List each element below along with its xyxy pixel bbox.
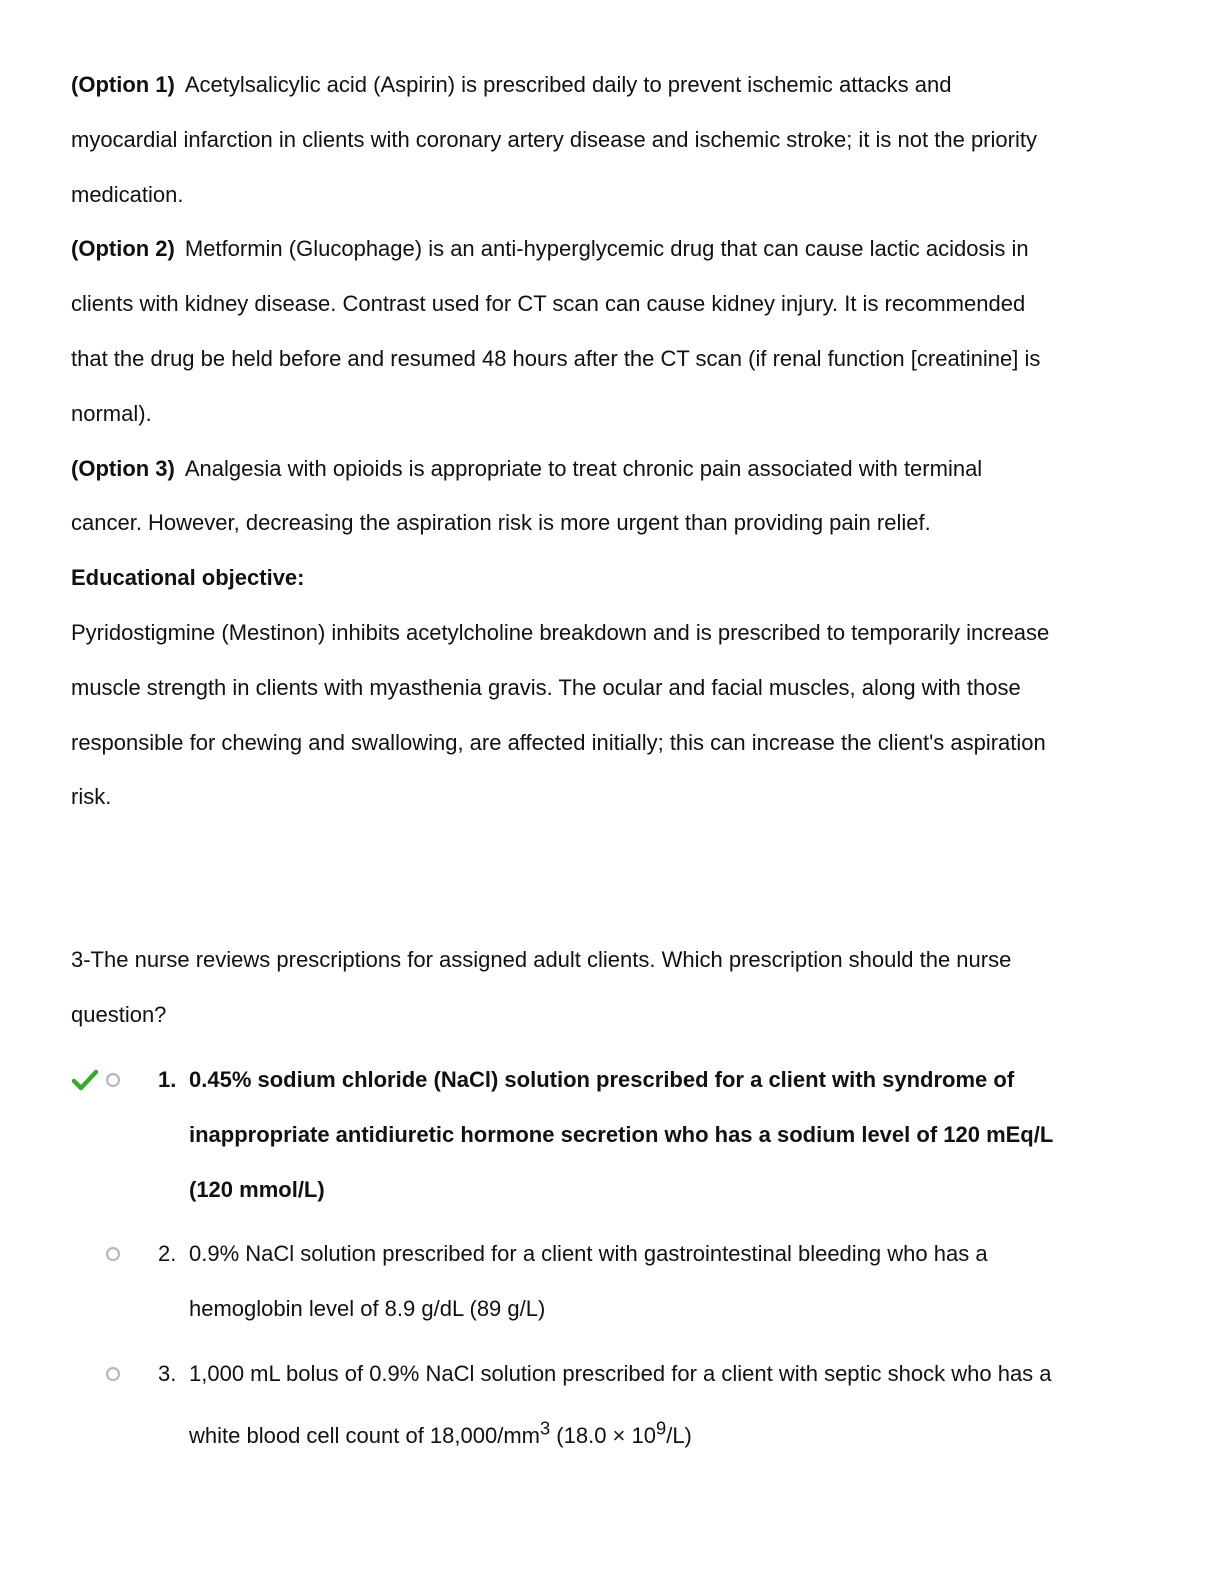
objective-line: Pyridostigmine (Mestinon) inhibits acetylcholine breakdown and is prescribed to temporarily increase xyxy=(71,619,1050,645)
option-3-explanation xyxy=(71,442,1141,552)
explanation-section xyxy=(71,58,1141,825)
radio-icon[interactable] xyxy=(106,1073,120,1087)
radio-icon[interactable] xyxy=(106,1247,120,1261)
answer-number: 2. xyxy=(158,1241,177,1266)
explanation-line: myocardial infarction in clients with coronary artery disease and ischemic stroke; it is not the priority xyxy=(71,126,1037,152)
answer-line: (120 mmol/L) xyxy=(189,1177,325,1202)
objective-line: responsible for chewing and swallowing, are affected initially; this can increase the client's aspiration xyxy=(71,729,1046,755)
explanation-line: Analgesia with opioids is appropriate to treat chronic pain associated with terminal xyxy=(184,455,983,481)
educational-objective-heading: Educational objective: xyxy=(71,565,305,591)
educational-objective-text xyxy=(71,606,1141,825)
option-label: (Option 1) xyxy=(71,72,175,97)
superscript: 9 xyxy=(656,1418,667,1439)
answer-line: inappropriate antidiuretic hormone secretion who has a sodium level of 120 mEq/L xyxy=(189,1122,1054,1147)
explanation-line: Metformin (Glucophage) is an anti-hyperglycemic drug that can cause lactic acidosis in xyxy=(184,236,1029,262)
answer-number: 1. xyxy=(158,1067,177,1092)
answer-line-part: (18.0 × 10 xyxy=(550,1423,656,1449)
explanation-line: clients with kidney disease. Contrast used for CT scan can cause kidney injury. It is recommended xyxy=(71,291,1026,317)
answer-text xyxy=(189,1226,1139,1336)
answer-line: 1,000 mL bolus of 0.9% NaCl solution prescribed for a client with septic shock who has a xyxy=(189,1361,1052,1386)
explanation-line: normal). xyxy=(71,400,152,426)
explanation-line: Acetylsalicylic acid (Aspirin) is prescribed daily to prevent ischemic attacks and xyxy=(184,72,952,97)
check-icon xyxy=(72,1069,98,1091)
answer-line: 0.45% sodium chloride (NaCl) solution prescribed for a client with syndrome of xyxy=(189,1067,1015,1092)
radio-icon[interactable] xyxy=(106,1367,120,1381)
option-label: (Option 3) xyxy=(71,455,175,481)
objective-line: risk. xyxy=(71,784,112,810)
answer-line xyxy=(189,1418,692,1449)
question-line: question? xyxy=(71,1002,167,1027)
answer-line: 0.9% NaCl solution prescribed for a client with gastrointestinal bleeding who has a xyxy=(189,1241,988,1266)
option-2-explanation xyxy=(71,222,1141,441)
explanation-line: medication. xyxy=(71,181,184,207)
option-1-explanation xyxy=(71,58,1141,222)
option-label: (Option 2) xyxy=(71,236,175,262)
explanation-line: that the drug be held before and resumed 48 hours after the CT scan (if renal function [creatinine] is xyxy=(71,345,1041,371)
superscript: 3 xyxy=(539,1418,551,1439)
question-stem xyxy=(71,932,1131,1042)
answer-line: hemoglobin level of 8.9 g/dL (89 g/L) xyxy=(189,1296,546,1321)
answer-line-part: white blood cell count of 18,000/mm xyxy=(189,1423,540,1449)
objective-line: muscle strength in clients with myasthenia gravis. The ocular and facial muscles, along with those xyxy=(71,674,1021,700)
answer-line-part: /L) xyxy=(666,1423,692,1449)
answer-text xyxy=(189,1346,1139,1463)
explanation-line: cancer. However, decreasing the aspiration risk is more urgent than providing pain relief. xyxy=(71,510,931,536)
answer-text xyxy=(189,1052,1139,1217)
answer-number: 3. xyxy=(158,1361,177,1386)
question-line: 3-The nurse reviews prescriptions for assigned adult clients. Which prescription should the nurse xyxy=(71,947,1012,972)
